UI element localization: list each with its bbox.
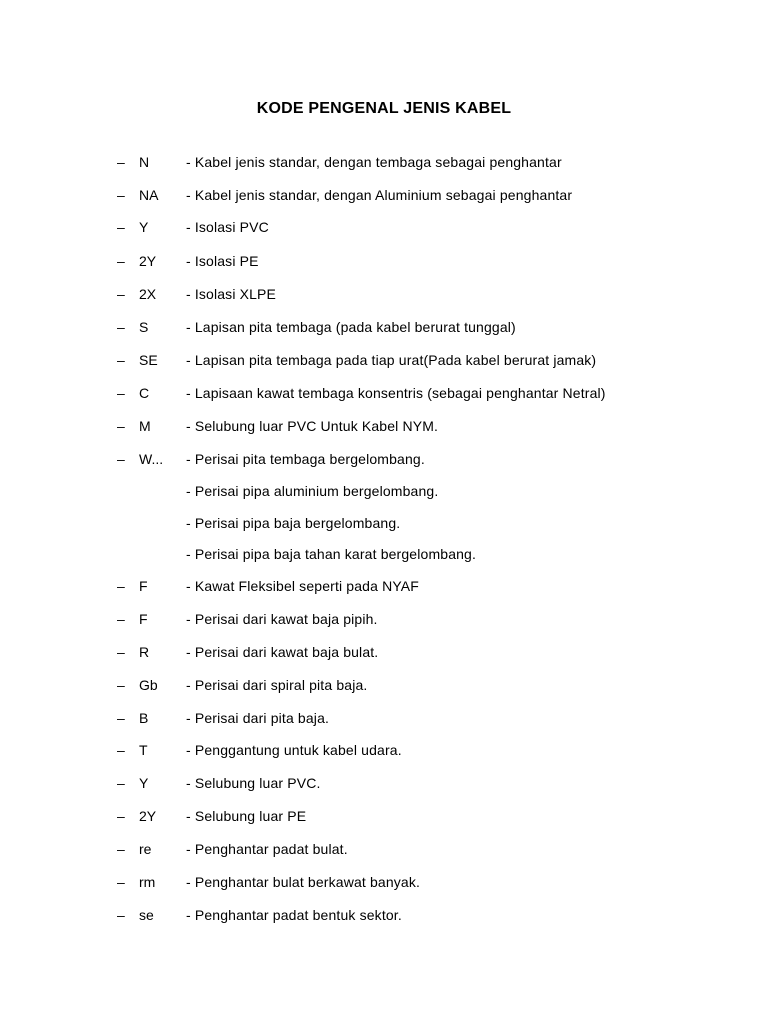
dash-bullet: – (117, 808, 125, 824)
list-item (0, 416, 768, 436)
list-item (0, 383, 768, 403)
list-item (0, 839, 768, 859)
list-item (0, 740, 768, 760)
cable-code-description: - Perisai dari spiral pita baja. (186, 677, 368, 693)
list-item (0, 284, 768, 304)
dash-bullet: – (117, 907, 125, 923)
dash-bullet: – (117, 742, 125, 758)
cable-code-description: - Perisai dari kawat baja pipih. (186, 611, 378, 627)
dash-bullet: – (117, 677, 125, 693)
list-item (0, 773, 768, 793)
cable-code-description: - Perisai pipa baja tahan karat bergelombang. (186, 546, 477, 562)
dash-bullet: – (117, 578, 125, 594)
cable-code: T (139, 742, 148, 758)
cable-code-description: - Lapisan pita tembaga (pada kabel berurat tunggal) (186, 319, 516, 335)
list-item (0, 872, 768, 892)
dash-bullet: – (117, 286, 125, 302)
dash-bullet: – (117, 219, 125, 235)
list-item (0, 708, 768, 728)
dash-bullet: – (117, 319, 125, 335)
list-item (0, 806, 768, 826)
cable-code: re (139, 841, 152, 857)
cable-code-description: - Isolasi PVC (186, 219, 269, 235)
cable-code: SE (139, 352, 158, 368)
cable-code-description: - Penghantar padat bulat. (186, 841, 348, 857)
cable-code: F (139, 578, 148, 594)
cable-code-description: - Lapisan pita tembaga pada tiap urat(Pada kabel berurat jamak) (186, 352, 597, 368)
cable-code-description: - Perisai dari kawat baja bulat. (186, 644, 379, 660)
list-item (0, 642, 768, 662)
list-item (0, 350, 768, 370)
cable-code-description: - Kabel jenis standar, dengan tembaga sebagai penghantar (186, 154, 562, 170)
list-item (0, 449, 768, 469)
dash-bullet: – (117, 187, 125, 203)
dash-bullet: – (117, 611, 125, 627)
cable-code: R (139, 644, 150, 660)
dash-bullet: – (117, 841, 125, 857)
dash-bullet: – (117, 710, 125, 726)
dash-bullet: – (117, 874, 125, 890)
dash-bullet: – (117, 385, 125, 401)
cable-code-description: - Selubung luar PVC. (186, 775, 321, 791)
list-item (0, 513, 768, 533)
list-item (0, 152, 768, 172)
cable-code: 2Y (139, 253, 157, 269)
cable-code-description: - Lapisaan kawat tembaga konsentris (sebagai penghantar Netral) (186, 385, 606, 401)
page-title: KODE PENGENAL JENIS KABEL (256, 99, 512, 117)
cable-code-description: - Penggantung untuk kabel udara. (186, 742, 402, 758)
dash-bullet: – (117, 253, 125, 269)
cable-code-description: - Perisai dari pita baja. (186, 710, 330, 726)
dash-bullet: – (117, 418, 125, 434)
list-item (0, 481, 768, 501)
list-item (0, 609, 768, 629)
dash-bullet: – (117, 451, 125, 467)
cable-code-description: - Perisai pipa aluminium bergelombang. (186, 483, 439, 499)
cable-code: C (139, 385, 150, 401)
cable-code: S (139, 319, 149, 335)
cable-code-description: - Selubung luar PVC Untuk Kabel NYM. (186, 418, 439, 434)
list-item (0, 576, 768, 596)
list-item (0, 251, 768, 271)
dash-bullet: – (117, 352, 125, 368)
cable-code-description: - Kawat Fleksibel seperti pada NYAF (186, 578, 419, 594)
cable-code: rm (139, 874, 156, 890)
cable-code: Y (139, 219, 149, 235)
cable-code-description: - Selubung luar PE (186, 808, 307, 824)
cable-code: Gb (139, 677, 158, 693)
cable-code: N (139, 154, 150, 170)
cable-code-description: - Perisai pita tembaga bergelombang. (186, 451, 425, 467)
cable-code: 2Y (139, 808, 157, 824)
cable-code-description: - Isolasi PE (186, 253, 259, 269)
cable-code: M (139, 418, 151, 434)
cable-code-description: - Perisai pipa baja bergelombang. (186, 515, 401, 531)
list-item (0, 675, 768, 695)
cable-code: B (139, 710, 149, 726)
cable-code: W... (139, 451, 164, 467)
list-item (0, 185, 768, 205)
cable-code-description: - Isolasi XLPE (186, 286, 277, 302)
dash-bullet: – (117, 775, 125, 791)
dash-bullet: – (117, 154, 125, 170)
cable-code: se (139, 907, 154, 923)
list-item (0, 317, 768, 337)
cable-code-description: - Kabel jenis standar, dengan Aluminium sebagai penghantar (186, 187, 573, 203)
list-item (0, 905, 768, 925)
cable-code: NA (139, 187, 159, 203)
cable-code-description: - Penghantar bulat berkawat banyak. (186, 874, 421, 890)
list-item (0, 217, 768, 237)
list-item (0, 544, 768, 564)
cable-code-description: - Penghantar padat bentuk sektor. (186, 907, 402, 923)
cable-code: 2X (139, 286, 157, 302)
cable-code: Y (139, 775, 149, 791)
dash-bullet: – (117, 644, 125, 660)
cable-code: F (139, 611, 148, 627)
